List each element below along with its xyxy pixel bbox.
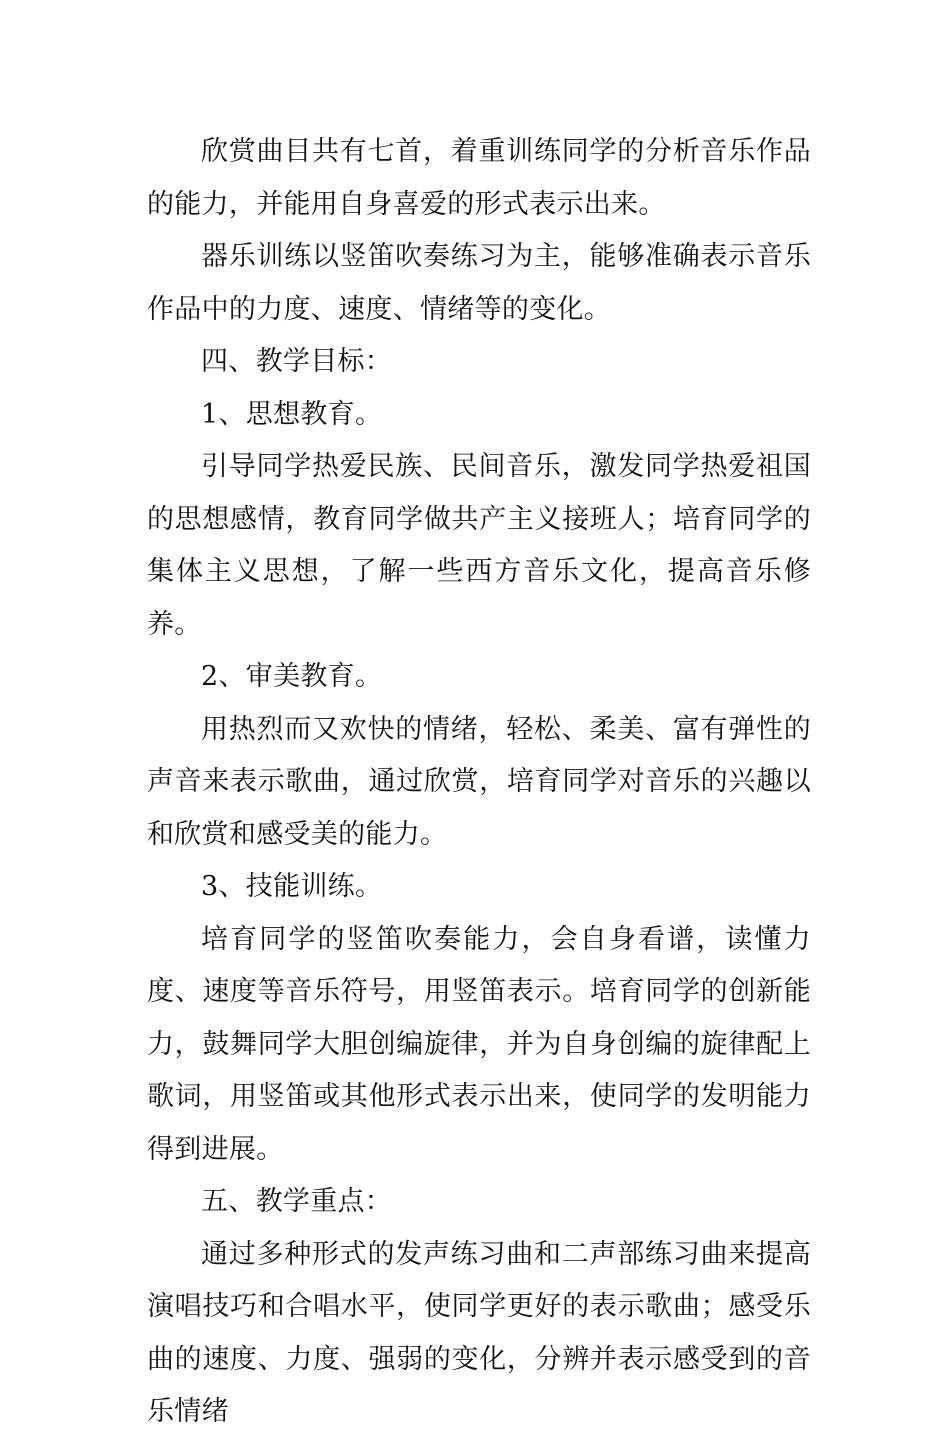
document-body: [147, 126, 811, 1439]
subheading-ideological-education: 1、思想教育。: [201, 398, 383, 430]
subheading-aesthetic-education: 2、审美教育。: [201, 661, 383, 692]
paragraph-repertoire: 欣赏曲目共有七首，着重训练同学的分析音乐作品的能力，并能用自身喜爱的形式表示出来。: [147, 136, 811, 220]
heading-teaching-focus: 五、教学重点：: [201, 1186, 393, 1217]
paragraph-aesthetic-education: 用热烈而又欢快的情绪，轻松、柔美、富有弹性的声音来表示歌曲，通过欣赏，培育同学对音乐的兴趣以和欣赏和感受美的能力。: [147, 713, 811, 850]
paragraph-instrumental: 器乐训练以竖笛吹奏练习为主，能够准确表示音乐作品中的力度、速度、情绪等的变化。: [147, 241, 811, 325]
heading-teaching-goals: 四、教学目标：: [201, 346, 393, 377]
paragraph-teaching-focus: 通过多种形式的发声练习曲和二声部练习曲来提高演唱技巧和合唱水平，使同学更好的表示歌曲；感受乐曲的速度、力度、强弱的变化，分辨并表示感受到的音乐情绪: [147, 1238, 811, 1427]
paragraph-skill-training: 培育同学的竖笛吹奏能力，会自身看谱，读懂力度、速度等音乐符号，用竖笛表示。培育同学的创新能力，鼓舞同学大胆创编旋律，并为自身创编的旋律配上歌词，用竖笛或其他形式表示出来，使同学的发明能力得到进展。: [147, 923, 811, 1165]
subheading-skill-training: 3、技能训练。: [201, 871, 383, 902]
paragraph-ideological-education: 引导同学热爱民族、民间音乐，激发同学热爱祖国的思想感情，教育同学做共产主义接班人；培育同学的集体主义思想，了解一些西方音乐文化，提高音乐修养。: [147, 451, 811, 640]
